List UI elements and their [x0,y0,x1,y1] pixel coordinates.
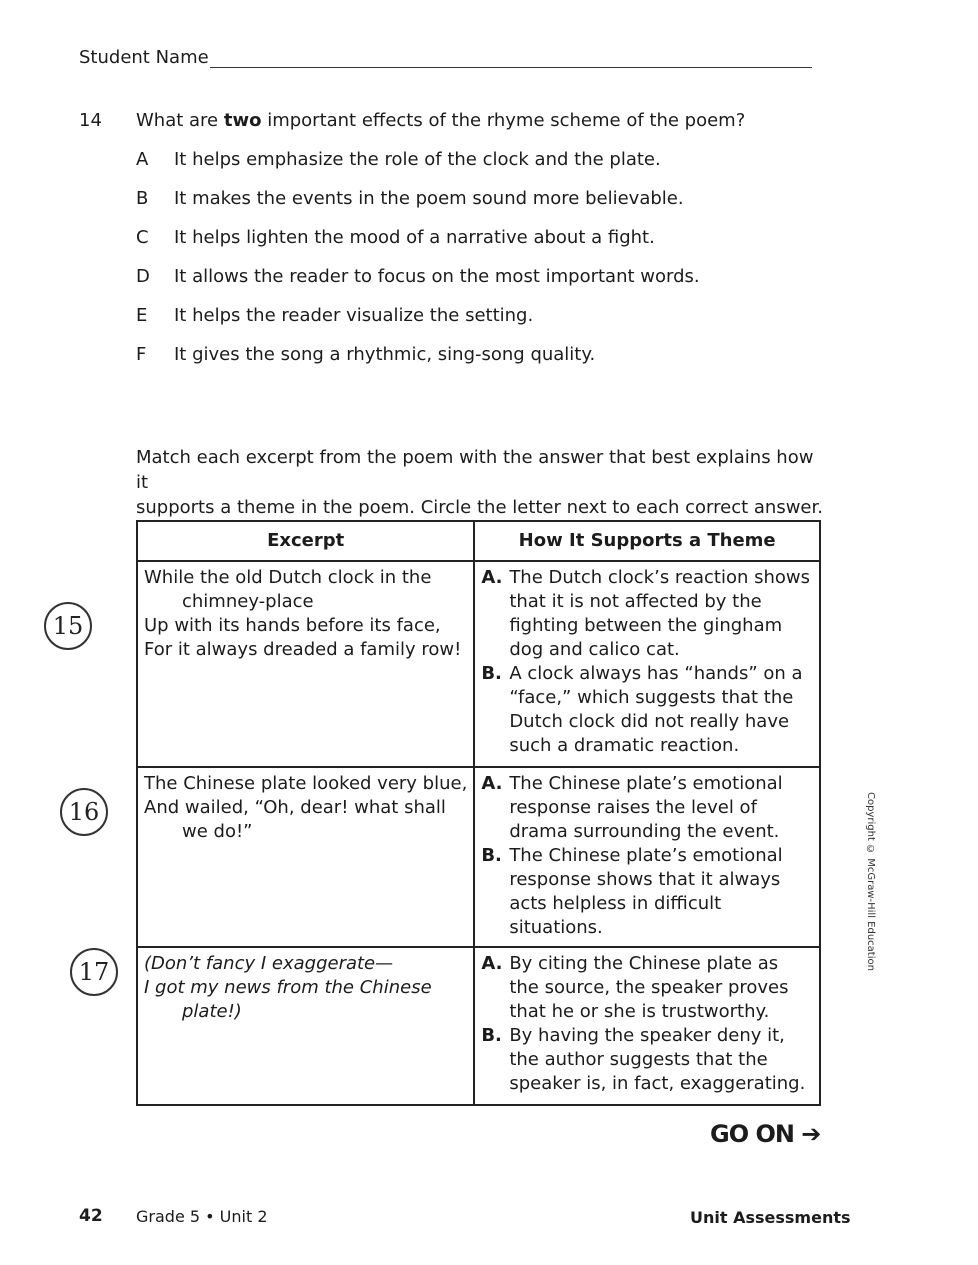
answer-16-a[interactable]: A. The Chinese plate’s emotional response raises the level of drama surrounding the event. [481,773,783,842]
answer-16-b[interactable]: B. The Chinese plate’s emotional response shows that it always acts helpless in difficult situations. [481,845,783,938]
handwritten-circle-17: 17 [70,948,118,996]
answer-15-a[interactable]: A. The Dutch clock’s reaction shows that it is not affected by the fighting between the gingham dog and calico cat. [481,567,811,660]
copyright-notice: Copyright © McGraw-Hill Education [865,792,876,971]
excerpt-header: Excerpt [137,521,474,561]
answer-17-a[interactable]: A. By citing the Chinese plate as the source, the speaker proves that he or she is trustworthy. [481,953,789,1022]
section-title: Unit Assessments [690,1208,851,1227]
option-b[interactable]: B It makes the events in the poem sound more believable. [136,188,684,209]
answer-cell [474,561,820,767]
answer-17-b[interactable]: B. By having the speaker deny it, the author suggests that the speaker is, in fact, exaggerating. [481,1025,806,1094]
option-e[interactable]: E It helps the reader visualize the setting. [136,305,534,326]
excerpt-cell: While the old Dutch clock in the chimney-place Up with its hands before its face, For it always dreaded a family row! [137,561,474,767]
handwritten-circle-15: 15 [44,602,92,650]
handwritten-circle-16: 16 [60,788,108,836]
answer-cell [474,947,820,1105]
page-number: 42 [79,1206,103,1226]
student-name-line[interactable] [210,67,812,68]
question-14-text: What are two important effects of the rhyme scheme of the poem? [136,110,746,131]
option-c[interactable]: C It helps lighten the mood of a narrative about a fight. [136,227,655,248]
student-name-label: Student Name [79,47,209,68]
matching-table [136,520,821,1106]
table-row [137,947,820,1105]
table-row [137,767,820,947]
answer-15-b[interactable]: B. A clock always has “hands” on a “face,” which suggests that the Dutch clock did not really have such a dramatic reaction. [481,663,803,756]
answer-cell [474,767,820,947]
option-a[interactable]: A It helps emphasize the role of the clock and the plate. [136,149,661,170]
excerpt-cell: The Chinese plate looked very blue, And wailed, “Oh, dear! what shall we do!” [137,767,474,947]
table-row [137,561,820,767]
option-d[interactable]: D It allows the reader to focus on the most important words. [136,266,700,287]
grade-unit: Grade 5 • Unit 2 [136,1207,268,1226]
theme-header: How It Supports a Theme [474,521,820,561]
option-f[interactable]: F It gives the song a rhythmic, sing-song quality. [136,344,596,365]
go-on-label: GO ON ➔ [710,1120,821,1148]
matching-instructions: Match each excerpt from the poem with the answer that best explains how it supports a theme in the poem. Circle the letter next to each correct answer. [136,447,823,518]
question-14-number: 14 [79,110,102,131]
excerpt-cell: (Don’t fancy I exaggerate— I got my news from the Chinese plate!) [137,947,474,1105]
